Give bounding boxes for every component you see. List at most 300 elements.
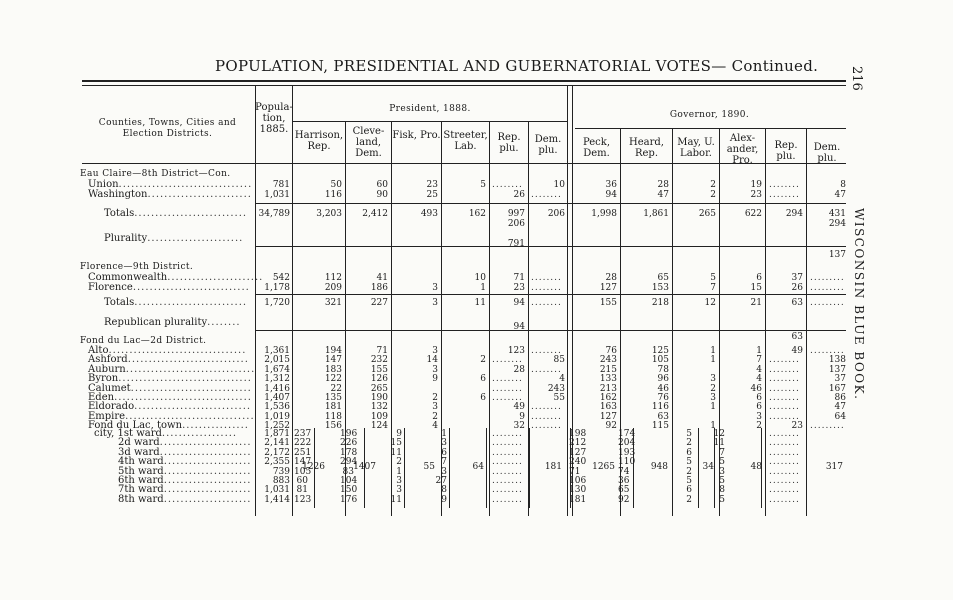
row-label: Totals...........................: [104, 208, 248, 219]
cell-rep-plu: 9: [519, 411, 525, 422]
cell-heard: 115: [651, 421, 669, 432]
cell-pop: 1,674: [264, 364, 290, 375]
empty-cell-dots: ........: [492, 429, 523, 439]
cell-cleveland: 132: [370, 402, 388, 413]
row-label: Totals...........................: [104, 297, 248, 308]
cell-may: 7: [710, 283, 716, 293]
cell-alexander: 21: [750, 298, 762, 308]
row-label: Republican plurality........: [104, 317, 241, 328]
cell-heard: 28: [657, 180, 669, 190]
empty-cell-dots: .........: [810, 421, 845, 432]
cell-g-dem-plu: 47: [834, 402, 846, 413]
row-label: 6th ward.....................: [118, 475, 252, 486]
leader-dots: ......................: [159, 437, 252, 449]
may-header: May, U. Labor.: [677, 137, 715, 159]
ward-cell-peck: 198: [569, 429, 587, 439]
leader-dots: .....................: [163, 493, 252, 505]
pres-dem-plu-header: Dem. plu.: [534, 134, 562, 156]
cell-g-dem-plu: 137: [828, 364, 846, 375]
ward-cell-cleveland: 83: [342, 466, 354, 477]
leader-dots: ...........................: [134, 208, 248, 219]
cell-heard: 65: [657, 273, 669, 283]
leader-dots: ...........................: [134, 297, 248, 308]
cell-fisk: 3: [432, 364, 438, 375]
brace-peck: [570, 428, 571, 508]
cell-harrison: 22: [330, 383, 342, 394]
empty-cell-dots: ........: [769, 457, 800, 468]
row-label: city, 1st ward..................: [94, 428, 238, 439]
leader-dots: .............................: [130, 382, 252, 394]
cell-pop: 1,416: [264, 383, 290, 394]
ward-cell-fisk: 2: [396, 457, 402, 468]
cell-may: 265: [698, 209, 716, 219]
district-header: Counties, Towns, Cities and Election Districts.: [98, 118, 237, 139]
row-label: Ashford.............................: [88, 354, 249, 366]
cell-heard: 105: [651, 355, 669, 366]
city-combined-fisk: 55: [423, 462, 435, 472]
cell-rep-plu: 26: [513, 190, 525, 200]
plurality-rule: [256, 330, 846, 331]
row-label: Alto.................................: [88, 345, 247, 356]
president-group-rule: [293, 121, 567, 122]
cell-peck: 1,998: [591, 209, 617, 219]
empty-cell-dots: ........: [531, 273, 562, 283]
empty-cell-dots: ........: [492, 457, 523, 468]
ward-cell-alexander: 7: [719, 447, 725, 458]
leader-dots: .........................: [147, 189, 252, 200]
leader-dots: ............................: [132, 282, 250, 293]
leader-dots: .............................: [127, 354, 249, 366]
leader-dots: ..................: [161, 428, 238, 439]
empty-cell-dots: ........: [769, 438, 800, 449]
cell-pop: 1,871: [264, 429, 290, 439]
cell-streeter: 5: [480, 180, 486, 190]
cell-peck: 36: [605, 180, 617, 190]
cell-pop: 1,178: [264, 283, 290, 293]
empty-cell-dots: ........: [769, 393, 800, 403]
ward-cell-may: 5: [686, 429, 692, 439]
cell-fisk: 2: [432, 411, 438, 422]
cell-harrison: 118: [324, 411, 342, 422]
cell-pop: 739: [272, 466, 290, 477]
cell-harrison: 181: [324, 402, 342, 413]
cell-rep-plu: 997: [507, 209, 525, 219]
ward-cell-alexander: 5: [719, 476, 725, 486]
empty-cell-dots: ........: [492, 476, 523, 486]
brace-g-dem-plu: [806, 428, 807, 508]
city-combined-peck: 1265: [592, 462, 615, 472]
cell-streeter: 2: [480, 355, 486, 366]
row-label: Washington.........................: [88, 189, 252, 200]
cell-g-rep-plu: 63: [791, 332, 803, 342]
cell-heard: 78: [657, 364, 669, 375]
empty-cell-dots: ........: [531, 346, 562, 356]
empty-cell-dots: ........: [769, 411, 800, 422]
ward-cell-streeter: 27: [435, 476, 447, 486]
ward-cell-streeter: 9: [441, 494, 447, 505]
cell-fisk: 493: [420, 209, 438, 219]
cell-cleveland: 126: [370, 374, 388, 385]
cell-fisk: 25: [426, 190, 438, 200]
city-combined-g_dem_plu: 317: [825, 462, 843, 472]
cell-alexander: 46: [750, 383, 762, 394]
cell-pop: 1,312: [264, 374, 290, 385]
harrison-header: Harrison, Rep.: [294, 130, 344, 152]
ward-cell-fisk: 3: [396, 476, 402, 486]
row-label: 8th ward.....................: [118, 493, 252, 505]
ward-cell-peck: 106: [569, 476, 587, 486]
cell-rep-plu: 206: [507, 219, 525, 229]
leader-dots: .................................: [108, 345, 247, 356]
ward-cell-peck: 240: [569, 457, 587, 468]
cell-harrison: 50: [330, 180, 342, 190]
cell-fisk: 3: [432, 402, 438, 413]
cell-cleveland: 41: [376, 273, 388, 283]
empty-cell-dots: ........: [531, 411, 562, 422]
city-combined-dem_plu: 181: [544, 462, 562, 472]
cell-peck: 243: [599, 355, 617, 366]
ward-cell-may: 5: [686, 476, 692, 486]
cell-cleveland: 232: [370, 355, 388, 366]
cell-may: 1: [710, 346, 716, 356]
brace-may: [698, 428, 699, 508]
row-label: Florence............................: [88, 282, 250, 293]
empty-cell-dots: ........: [531, 364, 562, 375]
ward-cell-fisk: 11: [390, 494, 402, 505]
cell-streeter: 162: [468, 209, 486, 219]
ward-cell-harrison: 237: [294, 429, 312, 439]
row-label: Calumet.............................: [88, 382, 252, 394]
ward-cell-may: 2: [686, 466, 692, 477]
cell-dem-plu: 243: [547, 383, 565, 394]
empty-cell-dots: ........: [492, 466, 523, 477]
cell-pop: 542: [272, 273, 290, 283]
cell-harrison: 3,203: [316, 209, 342, 219]
page-number: 216: [849, 66, 864, 91]
ward-cell-may: 6: [686, 447, 692, 458]
cell-may: 1: [710, 355, 716, 366]
ward-cell-fisk: 9: [396, 429, 402, 439]
cell-peck: 155: [599, 298, 617, 308]
cell-g-dem-plu: 8: [840, 180, 846, 190]
cell-fisk: 4: [432, 421, 438, 432]
cell-g-rep-plu: 294: [785, 209, 803, 219]
brace-rep-plu: [486, 428, 487, 508]
city-combined-may: 34: [702, 462, 714, 472]
gov-dem-plu-header: Dem. plu.: [813, 142, 841, 164]
cell-fisk: 3: [432, 283, 438, 293]
cell-cleveland: 71: [376, 346, 388, 356]
brace-alexander: [714, 428, 715, 508]
leader-dots: .....................: [163, 456, 252, 468]
empty-cell-dots: .........: [810, 273, 845, 283]
cell-cleveland: 60: [376, 180, 388, 190]
leader-dots: .....................: [163, 484, 252, 496]
ward-cell-cleveland: 178: [340, 447, 358, 458]
ward-cell-alexander: 12: [713, 429, 725, 439]
cell-streeter: 10: [474, 273, 486, 283]
empty-cell-dots: ........: [769, 447, 800, 458]
cell-harrison: 156: [324, 421, 342, 432]
cell-g-dem-plu: 37: [834, 374, 846, 385]
leader-dots: .......................: [147, 233, 244, 244]
cell-alexander: 2: [756, 421, 762, 432]
row-label: 2d ward......................: [118, 437, 252, 449]
cell-rep-plu: 791: [507, 239, 525, 249]
leader-dots: .................................: [114, 392, 252, 403]
city-combined-cleveland: 1407: [353, 462, 376, 472]
brace-g-rep-plu: [761, 428, 762, 508]
empty-cell-dots: ........: [769, 355, 800, 366]
leader-dots: .......................: [167, 272, 264, 283]
brace-harrison: [314, 428, 315, 508]
cell-harrison: 183: [324, 364, 342, 375]
empty-cell-dots: ........: [492, 494, 523, 505]
cell-alexander: 15: [750, 283, 762, 293]
section-heading: Florence—9th District.: [80, 262, 194, 272]
cell-heard: 96: [657, 374, 669, 385]
cell-dem-plu: 10: [553, 180, 565, 190]
streeter-header: Streeter, Lab.: [443, 130, 488, 152]
cell-pop: 2,172: [264, 447, 290, 458]
cell-pop: 1,361: [264, 346, 290, 356]
ward-cell-fisk: 3: [396, 485, 402, 496]
cell-fisk: 3: [432, 298, 438, 308]
row-label: Eldorado............................: [88, 401, 252, 413]
brace-fisk: [404, 428, 405, 508]
top-rule-thin: [82, 85, 846, 86]
ward-cell-peck: 71: [569, 466, 581, 477]
cell-alexander: 23: [750, 190, 762, 200]
cell-g-dem-plu: 167: [828, 383, 846, 394]
cell-pop: 1,414: [264, 494, 290, 505]
ward-cell-cleveland: 226: [340, 438, 358, 449]
row-label: Plurality.......................: [104, 233, 244, 244]
ward-cell-alexander: 11: [713, 438, 725, 449]
cell-peck: 133: [599, 374, 617, 385]
leader-dots: ................................: [118, 179, 253, 190]
cell-g-rep-plu: 49: [791, 346, 803, 356]
gov-rep-plu-header: Rep. plu.: [774, 140, 798, 162]
cell-streeter: 1: [480, 283, 486, 293]
cell-dem-plu: 55: [553, 393, 565, 403]
row-label: 3d ward......................: [118, 446, 252, 458]
cell-alexander: 4: [756, 364, 762, 375]
brace-dem-plu: [529, 428, 530, 508]
cell-may: 12: [704, 298, 716, 308]
cell-g-dem-plu: 64: [834, 411, 846, 422]
ward-cell-harrison: 81: [296, 485, 308, 496]
ward-cell-peck: 181: [569, 494, 587, 505]
ward-cell-fisk: 1: [396, 466, 402, 477]
cell-heard: 46: [657, 383, 669, 394]
ward-cell-harrison: 222: [294, 438, 312, 449]
cell-cleveland: 265: [370, 383, 388, 394]
empty-cell-dots: ........: [769, 466, 800, 477]
leader-dots: ...............................: [125, 410, 255, 422]
brace-streeter: [449, 428, 450, 508]
cell-pop: 1,252: [264, 421, 290, 432]
president-group-header: President, 1888.: [389, 104, 471, 114]
cell-rep-plu: 71: [513, 273, 525, 283]
cell-g-rep-plu: 23: [791, 421, 803, 432]
leader-dots: ........: [207, 317, 241, 328]
plurality-rule: [256, 246, 846, 247]
cell-peck: 127: [599, 283, 617, 293]
cell-cleveland: 90: [376, 190, 388, 200]
cell-alexander: 4: [756, 374, 762, 385]
empty-cell-dots: ........: [492, 374, 523, 385]
cell-pop: 1,720: [264, 298, 290, 308]
cell-pop: 1,031: [264, 485, 290, 496]
page-title: POPULATION, PRESIDENTIAL AND GUBERNATORIAL VOTES— Continued.: [215, 57, 819, 75]
cell-pop: 34,789: [258, 209, 290, 219]
cell-heard: 76: [657, 393, 669, 403]
cell-peck: 76: [605, 346, 617, 356]
cell-fisk: 14: [426, 355, 438, 366]
leader-dots: ...............................: [125, 363, 256, 375]
cell-streeter: 6: [480, 393, 486, 403]
cell-fisk: 3: [432, 346, 438, 356]
cell-dem-plu: 4: [559, 374, 565, 385]
empty-cell-dots: .........: [810, 283, 845, 293]
cell-g-dem-plu: 137: [828, 250, 846, 260]
ward-cell-cleveland: 196: [340, 429, 358, 439]
cell-pop: 1,031: [264, 190, 290, 200]
cell-pop: 2,355: [264, 457, 290, 468]
cell-rep-plu: 32: [513, 421, 525, 432]
ward-cell-heard: 110: [618, 457, 636, 468]
empty-cell-dots: ........: [492, 447, 523, 458]
governor-group-header: Governor, 1890.: [669, 110, 750, 120]
subtotal-rule: [256, 203, 846, 204]
cell-heard: 1,861: [643, 209, 669, 219]
empty-cell-dots: .........: [810, 346, 845, 356]
cell-pop: 781: [272, 180, 290, 190]
city-combined-streeter: 64: [472, 462, 484, 472]
row-label: 4th ward.....................: [118, 456, 252, 468]
city-combined-heard: 948: [650, 462, 668, 472]
cell-rep-plu: 123: [507, 346, 525, 356]
cell-cleveland: 2,412: [362, 209, 388, 219]
ward-cell-streeter: 3: [441, 466, 447, 477]
empty-cell-dots: ........: [531, 283, 562, 293]
cell-peck: 28: [605, 273, 617, 283]
empty-cell-dots: ........: [769, 374, 800, 385]
col-rule: [765, 128, 766, 516]
cell-alexander: 19: [750, 180, 762, 190]
cell-may: 3: [710, 393, 716, 403]
cell-alexander: 6: [756, 273, 762, 283]
ward-cell-streeter: 1: [441, 429, 447, 439]
brace-heard: [633, 428, 634, 508]
cell-heard: 218: [651, 298, 669, 308]
cell-alexander: 1: [756, 346, 762, 356]
ward-cell-heard: 36: [618, 476, 630, 486]
empty-cell-dots: ........: [492, 485, 523, 496]
empty-cell-dots: ........: [492, 180, 523, 190]
ward-cell-may: 2: [686, 494, 692, 505]
cell-harrison: 209: [324, 283, 342, 293]
pres-rep-plu-header: Rep. plu.: [497, 132, 521, 154]
cell-alexander: 3: [756, 411, 762, 422]
leader-dots: ................................: [118, 373, 252, 385]
alexander-header: Alex-ander, Pro.: [726, 133, 759, 166]
brace-cleveland: [364, 428, 365, 508]
cell-may: 1: [710, 402, 716, 413]
cell-fisk: 2: [432, 393, 438, 403]
running-head: WISCONSIN BLUE BOOK.: [852, 208, 866, 401]
empty-cell-dots: ........: [492, 383, 523, 394]
col-rule: [489, 121, 490, 516]
cell-heard: 47: [657, 190, 669, 200]
ward-cell-peck: 127: [569, 447, 587, 458]
cell-dem-plu: 85: [553, 355, 565, 366]
empty-cell-dots: ........: [769, 190, 800, 200]
cell-g-rep-plu: 63: [791, 298, 803, 308]
empty-cell-dots: ........: [769, 485, 800, 496]
row-label: Empire...............................: [88, 410, 255, 422]
empty-cell-dots: ........: [769, 494, 800, 505]
cell-rep-plu: 23: [513, 283, 525, 293]
cell-g-dem-plu: 431: [828, 209, 846, 219]
cell-harrison: 112: [324, 273, 342, 283]
ward-cell-heard: 204: [618, 438, 636, 449]
cell-dem-plu: 206: [547, 209, 565, 219]
cell-fisk: 9: [432, 374, 438, 385]
cell-may: 2: [710, 383, 716, 394]
ward-cell-streeter: 7: [441, 457, 447, 468]
cell-alexander: 7: [756, 355, 762, 366]
empty-cell-dots: ........: [769, 383, 800, 394]
heard-header: Heard, Rep.: [629, 137, 664, 159]
cell-pop: 1,407: [264, 393, 290, 403]
ward-cell-harrison: 60: [296, 476, 308, 486]
cell-pop: 1,536: [264, 402, 290, 413]
empty-cell-dots: ........: [769, 180, 800, 190]
ward-cell-heard: 193: [618, 447, 636, 458]
ward-cell-cleveland: 150: [340, 485, 358, 496]
row-label: Commonwealth.......................: [88, 272, 264, 283]
cell-peck: 92: [605, 421, 617, 432]
cell-rep-plu: 49: [513, 402, 525, 413]
cell-harrison: 116: [324, 190, 342, 200]
cell-may: 2: [710, 180, 716, 190]
cell-streeter: 6: [480, 374, 486, 385]
row-label: Auburn...............................: [88, 363, 256, 375]
empty-cell-dots: ........: [769, 429, 800, 439]
ward-cell-cleveland: 176: [340, 494, 358, 505]
cell-g-dem-plu: 47: [834, 190, 846, 200]
ward-cell-cleveland: 104: [340, 476, 358, 486]
ward-cell-harrison: 147: [294, 457, 312, 468]
cell-peck: 215: [599, 364, 617, 375]
cell-pop: 1,019: [264, 411, 290, 422]
ward-cell-alexander: 5: [719, 494, 725, 505]
cell-rep-plu: 94: [513, 298, 525, 308]
ward-cell-heard: 174: [618, 429, 636, 439]
empty-cell-dots: ........: [492, 393, 523, 403]
ward-cell-may: 5: [686, 457, 692, 468]
cell-peck: 163: [599, 402, 617, 413]
cell-g-dem-plu: 294: [828, 219, 846, 229]
row-label: Fond du Lac, town................: [88, 420, 249, 432]
ward-cell-heard: 65: [618, 485, 630, 496]
cell-g-rep-plu: 26: [791, 283, 803, 293]
cell-cleveland: 155: [370, 364, 388, 375]
empty-cell-dots: ........: [492, 438, 523, 449]
cell-fisk: 23: [426, 180, 438, 190]
